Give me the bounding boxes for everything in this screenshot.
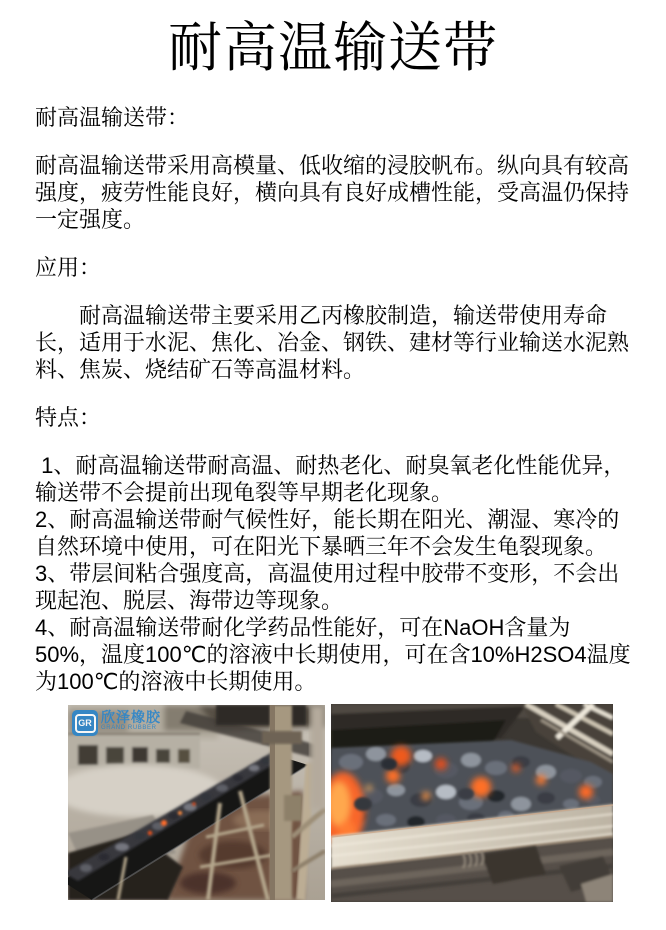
application-label: 应用： <box>35 255 102 280</box>
application-paragraph: 耐高温输送带主要采用乙丙橡胶制造，输送带使用寿命长，适用于水泥、焦化、冶金、钢铁、建材等行业输送水泥熟料、焦炭、烧结矿石等高温材料。 <box>35 303 630 382</box>
features-list <box>35 452 635 695</box>
article-body <box>35 104 635 695</box>
grand-rubber-watermark <box>72 710 161 736</box>
watermark-company-name-cn: 欣泽橡胶 <box>101 709 161 725</box>
intro-label: 耐高温输送带： <box>35 105 190 130</box>
logo-monogram: GR <box>75 714 96 733</box>
watermark-company-name-en: GRAND RUBBER <box>101 725 157 731</box>
feature-item-4: 4、耐高温输送带耐化学药品性能好，可在NaOH含量为50%，温度100℃的溶液中长期使用，可在含10%H2SO4温度为100℃的溶液中长期使用。 <box>35 615 631 694</box>
features-label: 特点： <box>35 405 102 430</box>
photo-conveyor-plant <box>68 705 325 900</box>
feature-item-1: 1、耐高温输送带耐高温、耐热老化、耐臭氧老化性能优异，输送带不会提前出现龟裂等早期老化现象。 <box>35 453 626 505</box>
photo-hot-sinter-closeup <box>331 704 613 902</box>
intro-paragraph: 耐高温输送带采用高模量、低收缩的浸胶帆布。纵向具有较高强度，疲劳性能良好，横向具有良好成槽性能，受高温仍保持一定强度。 <box>35 153 630 232</box>
page-title: 耐高温输送带 <box>168 18 498 78</box>
right-photo-illustration <box>331 704 613 902</box>
grand-rubber-logo-icon <box>72 710 98 736</box>
feature-item-2: 2、耐高温输送带耐气候性好，能长期在阳光、潮湿、寒冷的自然环境中使用，可在阳光下暴晒三年不会发生龟裂现象。 <box>35 507 620 559</box>
feature-item-3: 3、带层间粘合强度高，高温使用过程中胶带不变形，不会出现起泡、脱层、海带边等现象。 <box>35 561 620 613</box>
